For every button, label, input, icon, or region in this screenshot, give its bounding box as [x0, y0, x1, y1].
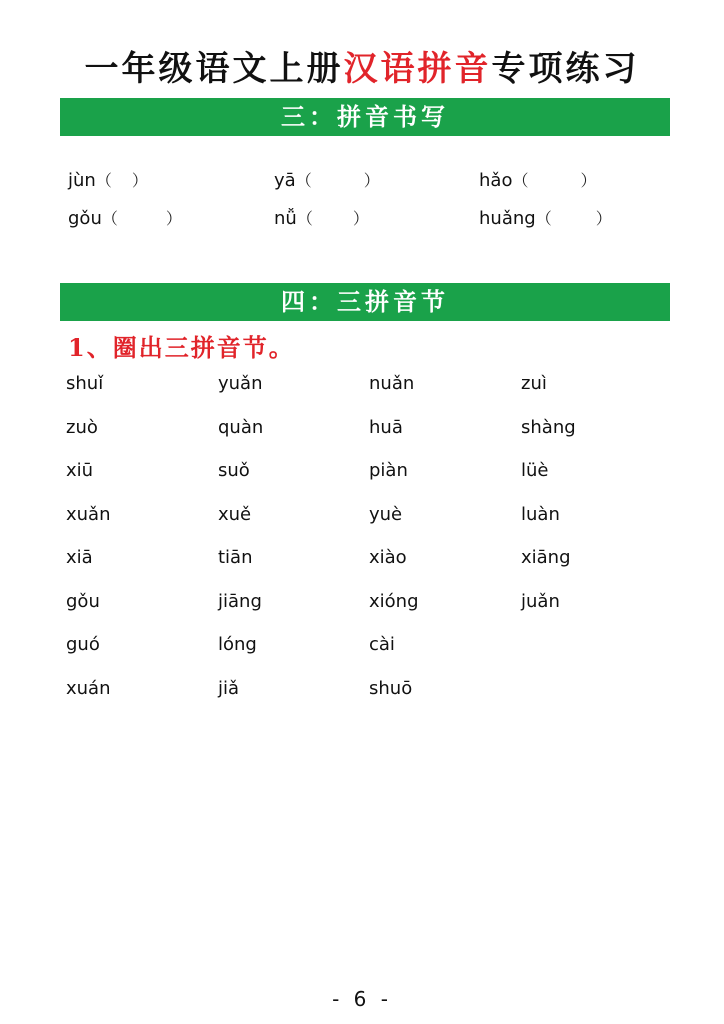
syllable[interactable]: yuǎn — [218, 373, 263, 394]
syllable[interactable]: nuǎn — [369, 373, 415, 394]
write-row-1 — [68, 166, 668, 196]
open-paren: （ — [296, 209, 313, 228]
syllable[interactable]: shuǐ — [66, 373, 104, 394]
pinyin-word: nǚ — [274, 208, 297, 229]
syllable[interactable]: xuǎn — [66, 503, 111, 525]
syllable-grid — [66, 368, 666, 716]
pinyin-word: gǒu — [68, 208, 102, 229]
open-paren: （ — [512, 171, 529, 190]
title-part2-highlight: 汉语拼音 — [343, 49, 492, 89]
close-paren: ） — [165, 209, 182, 228]
syllable[interactable]: juǎn — [521, 590, 560, 612]
close-paren: ） — [363, 171, 380, 190]
write-row-2 — [68, 204, 668, 234]
syllable[interactable]: shuō — [369, 677, 413, 699]
close-paren: ） — [595, 209, 612, 228]
syllable[interactable]: jiǎ — [218, 677, 240, 699]
syllable[interactable]: xiāng — [521, 547, 571, 568]
syllable[interactable]: zuò — [66, 416, 98, 438]
section3-heading: 三：拼音书写 — [60, 98, 670, 136]
section4-heading: 四：三拼音节 — [60, 283, 670, 321]
title-part3: 专项练习 — [491, 49, 640, 89]
close-paren: ） — [352, 209, 369, 228]
syllable[interactable]: shàng — [521, 416, 576, 438]
write-item — [479, 166, 596, 196]
pinyin-word: huǎng — [479, 208, 536, 229]
syllable[interactable]: guó — [66, 634, 100, 655]
syllable[interactable]: xuě — [218, 503, 252, 525]
pinyin-word: yā — [274, 170, 296, 191]
syllable[interactable]: piàn — [369, 460, 408, 481]
write-item — [274, 166, 380, 196]
write-item — [479, 204, 612, 234]
page-title — [0, 44, 724, 94]
syllable-row — [66, 542, 666, 586]
syllable[interactable]: xióng — [369, 590, 419, 612]
close-paren: ） — [131, 171, 148, 190]
syllable[interactable]: jiāng — [218, 590, 262, 612]
syllable[interactable]: xiā — [66, 547, 93, 568]
syllable[interactable]: gǒu — [66, 590, 100, 612]
syllable[interactable]: xuán — [66, 677, 111, 699]
write-item — [68, 204, 182, 234]
syllable[interactable]: huā — [369, 416, 403, 438]
syllable-row — [66, 586, 666, 630]
syllable-row — [66, 455, 666, 499]
syllable-row — [66, 499, 666, 543]
syllable[interactable]: tiān — [218, 547, 253, 568]
syllable[interactable]: lóng — [218, 634, 257, 655]
syllable-row — [66, 629, 666, 673]
exercise-instruction: 1、圈出三拼音节。 — [68, 333, 295, 362]
title-part1: 一年级语文上册 — [84, 49, 344, 89]
syllable[interactable]: xiū — [66, 460, 94, 481]
syllable[interactable]: xiào — [369, 547, 407, 568]
syllable-row — [66, 368, 666, 412]
open-paren: （ — [101, 209, 118, 228]
syllable[interactable]: zuì — [521, 373, 547, 394]
syllable[interactable]: luàn — [521, 503, 560, 525]
syllable-row — [66, 412, 666, 456]
pinyin-word: jùn — [68, 170, 96, 191]
syllable[interactable]: quàn — [218, 416, 264, 438]
open-paren: （ — [295, 171, 312, 190]
syllable[interactable]: cài — [369, 634, 395, 655]
pinyin-word: hǎo — [479, 170, 513, 191]
open-paren: （ — [95, 171, 112, 190]
write-item — [68, 166, 148, 196]
syllable[interactable]: yuè — [369, 503, 403, 525]
syllable[interactable]: suǒ — [218, 460, 250, 481]
syllable-row — [66, 673, 666, 717]
open-paren: （ — [535, 209, 552, 228]
page-number: - 6 - — [332, 987, 392, 1011]
write-item — [274, 204, 369, 234]
syllable[interactable]: lüè — [521, 460, 549, 481]
close-paren: ） — [580, 171, 597, 190]
